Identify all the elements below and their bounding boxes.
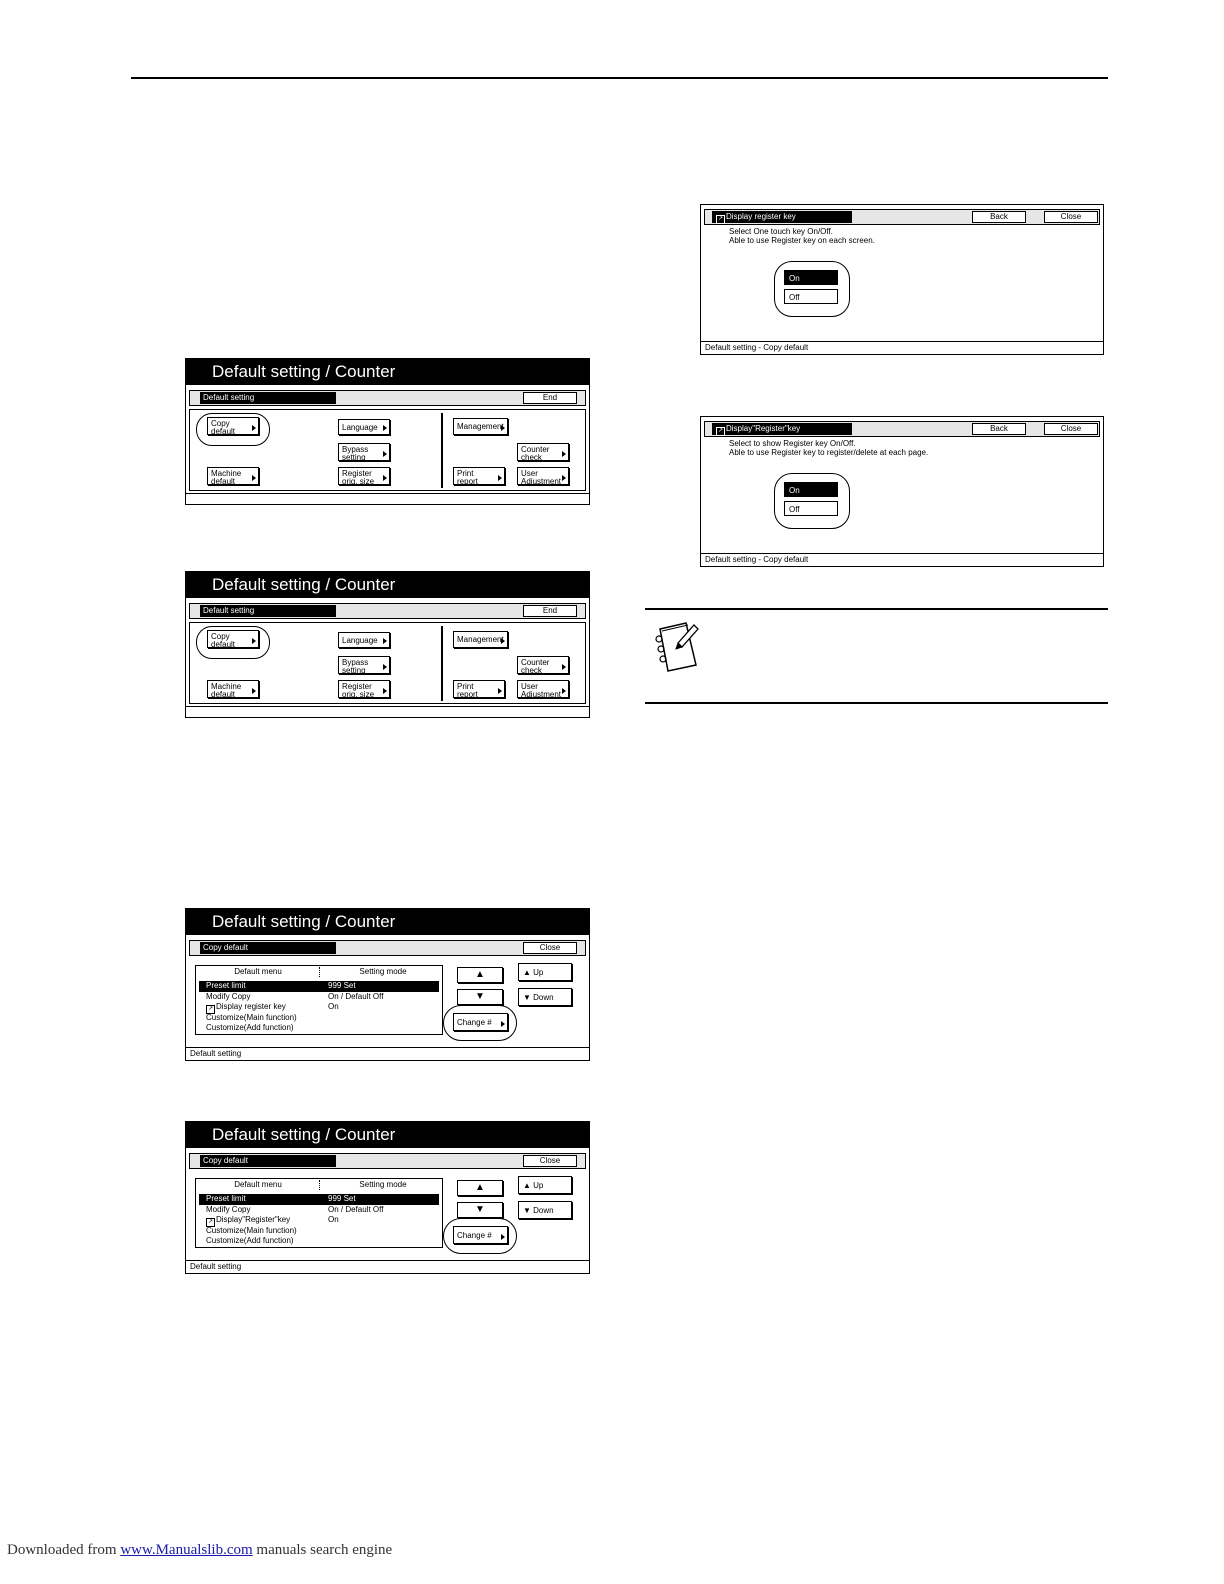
copy-default-body (189, 959, 586, 1045)
back-button[interactable]: Back (972, 211, 1026, 223)
register-key-icon: ↗ (207, 1006, 214, 1012)
display-register-key-dialog-2 (700, 416, 1104, 567)
col-setting-mode: Setting mode (359, 967, 407, 976)
list-row[interactable]: Preset limit 999 Set (199, 981, 439, 992)
close-button[interactable]: Close (523, 942, 577, 954)
top-rule (131, 77, 1108, 79)
divider (441, 413, 443, 488)
dialog-title: ↗ Display"Register"key (712, 423, 852, 435)
bypass-setting-button[interactable]: Bypass setting (338, 443, 390, 461)
panel-footer (186, 706, 589, 717)
panel-title: Default setting / Counter (186, 572, 589, 598)
down-triangle-icon: ▼ (523, 1206, 531, 1215)
down-triangle-icon: ▼ (523, 993, 531, 1002)
list-row[interactable]: ↗ Display"Register"key On (207, 1215, 339, 1225)
user-adjustment-button[interactable]: User Adjustment (517, 467, 569, 485)
print-report-button[interactable]: Print report (453, 467, 505, 485)
close-button[interactable]: Close (1044, 211, 1098, 223)
panel-footer (186, 493, 589, 504)
option-off[interactable]: Off (784, 289, 838, 304)
subbar-label: Default setting (200, 392, 336, 404)
counter-check-button[interactable]: Counter check (517, 656, 569, 674)
list-header (196, 966, 442, 978)
notebook-icon (648, 619, 704, 675)
menu-body (189, 409, 586, 491)
default-setting-panel-1 (185, 358, 590, 505)
counter-check-button[interactable]: Counter check (517, 443, 569, 461)
end-button[interactable]: End (523, 392, 577, 404)
scroll-up-arrow-button[interactable]: ▲ (457, 967, 503, 983)
subbar (189, 940, 586, 956)
subbar (189, 1153, 586, 1169)
panel-title: Default setting / Counter (186, 1122, 589, 1148)
bypass-setting-button[interactable]: Bypass setting (338, 656, 390, 674)
option-on[interactable]: On (784, 482, 838, 497)
dialog-message (729, 439, 928, 457)
panel-title: Default setting / Counter (186, 909, 589, 935)
copy-default-body (189, 1172, 586, 1258)
up-triangle-icon: ▲ (523, 968, 531, 977)
up-button[interactable]: ▲ Up (518, 1176, 572, 1194)
menu-body (189, 622, 586, 704)
dialog-footer: Default setting - Copy default (701, 341, 1103, 354)
register-key-icon: ↗ (207, 1219, 214, 1225)
note-bottom-rule (645, 702, 1108, 704)
list-row[interactable]: Customize(Main function) (206, 1012, 297, 1022)
register-orig-size-button[interactable]: Register orig. size (338, 467, 390, 485)
subbar-label: Copy default (200, 1155, 336, 1167)
manualslib-link[interactable]: www.Manualslib.com (120, 1542, 253, 1558)
download-footer (7, 1542, 392, 1559)
dialog-bar (704, 209, 1100, 225)
dialog-bar (704, 421, 1100, 437)
option-on[interactable]: On (784, 270, 838, 285)
user-adjustment-button[interactable]: User Adjustment (517, 680, 569, 698)
language-button[interactable]: Language (338, 632, 390, 648)
default-menu-list[interactable] (195, 1178, 443, 1248)
back-button[interactable]: Back (972, 423, 1026, 435)
list-row[interactable]: ↗ Display register key On (207, 1002, 339, 1012)
dialog-message (729, 227, 875, 245)
close-button[interactable]: Close (1044, 423, 1098, 435)
management-button[interactable]: Management (453, 631, 508, 648)
list-row[interactable]: Customize(Add function) (206, 1023, 294, 1032)
option-off[interactable]: Off (784, 501, 838, 516)
dialog-footer: Default setting - Copy default (701, 553, 1103, 566)
up-triangle-icon: ▲ (523, 1181, 531, 1190)
change-number-button[interactable]: Change # (453, 1013, 508, 1031)
subbar (189, 390, 586, 406)
panel-footer: Default setting (186, 1260, 589, 1273)
up-button[interactable]: ▲ Up (518, 963, 572, 981)
down-button[interactable]: ▼ Down (518, 1201, 572, 1219)
scroll-up-arrow-button[interactable]: ▲ (457, 1180, 503, 1196)
dialog-title: ↗ Display register key (712, 211, 852, 223)
machine-default-button[interactable]: Machine default (207, 680, 259, 698)
management-button[interactable]: Management (453, 418, 508, 435)
copy-default-button[interactable]: Copy default (207, 630, 259, 648)
scroll-down-arrow-button[interactable]: ▼ (457, 1202, 503, 1218)
scroll-down-arrow-button[interactable]: ▼ (457, 989, 503, 1005)
message-line-2: Able to use Register key to register/delete at each page. (729, 448, 929, 457)
display-register-key-dialog-1 (700, 204, 1104, 355)
list-row[interactable]: Modify Copy On / Default Off (206, 1204, 384, 1214)
subbar-label: Default setting (200, 605, 336, 617)
message-line-1: Select One touch key On/Off. (729, 227, 833, 236)
list-header (196, 1179, 442, 1191)
panel-footer: Default setting (186, 1047, 589, 1060)
col-default-menu: Default menu (234, 1180, 282, 1189)
note-top-rule (645, 608, 1108, 610)
list-row[interactable]: Preset limit 999 Set (199, 1194, 439, 1205)
language-button[interactable]: Language (338, 419, 390, 435)
machine-default-button[interactable]: Machine default (207, 467, 259, 485)
register-key-icon: ↗ (717, 216, 724, 222)
col-default-menu: Default menu (234, 967, 282, 976)
default-menu-list[interactable] (195, 965, 443, 1035)
panel-title: Default setting / Counter (186, 359, 589, 385)
list-row[interactable]: Customize(Main function) (206, 1225, 297, 1235)
list-row[interactable]: Customize(Add function) (206, 1236, 294, 1245)
footer-suffix: manuals search engine (252, 1542, 393, 1558)
col-setting-mode: Setting mode (359, 1180, 407, 1189)
close-button[interactable]: Close (523, 1155, 577, 1167)
print-report-button[interactable]: Print report (453, 680, 505, 698)
divider (441, 626, 443, 701)
message-line-1: Select to show Register key On/Off. (729, 439, 856, 448)
copy-default-button[interactable]: Copy default (207, 417, 259, 435)
default-setting-panel-2 (185, 571, 590, 718)
copy-default-panel-1 (185, 908, 590, 1061)
subbar-label: Copy default (200, 942, 336, 954)
end-button[interactable]: End (523, 605, 577, 617)
list-row[interactable]: Modify Copy On / Default Off (206, 991, 384, 1001)
change-number-button[interactable]: Change # (453, 1226, 508, 1244)
down-button[interactable]: ▼ Down (518, 988, 572, 1006)
message-line-2: Able to use Register key on each screen. (729, 236, 875, 245)
register-key-icon: ↗ (717, 428, 724, 434)
footer-prefix: Downloaded from (7, 1542, 121, 1558)
copy-default-panel-2 (185, 1121, 590, 1274)
subbar (189, 603, 586, 619)
register-orig-size-button[interactable]: Register orig. size (338, 680, 390, 698)
